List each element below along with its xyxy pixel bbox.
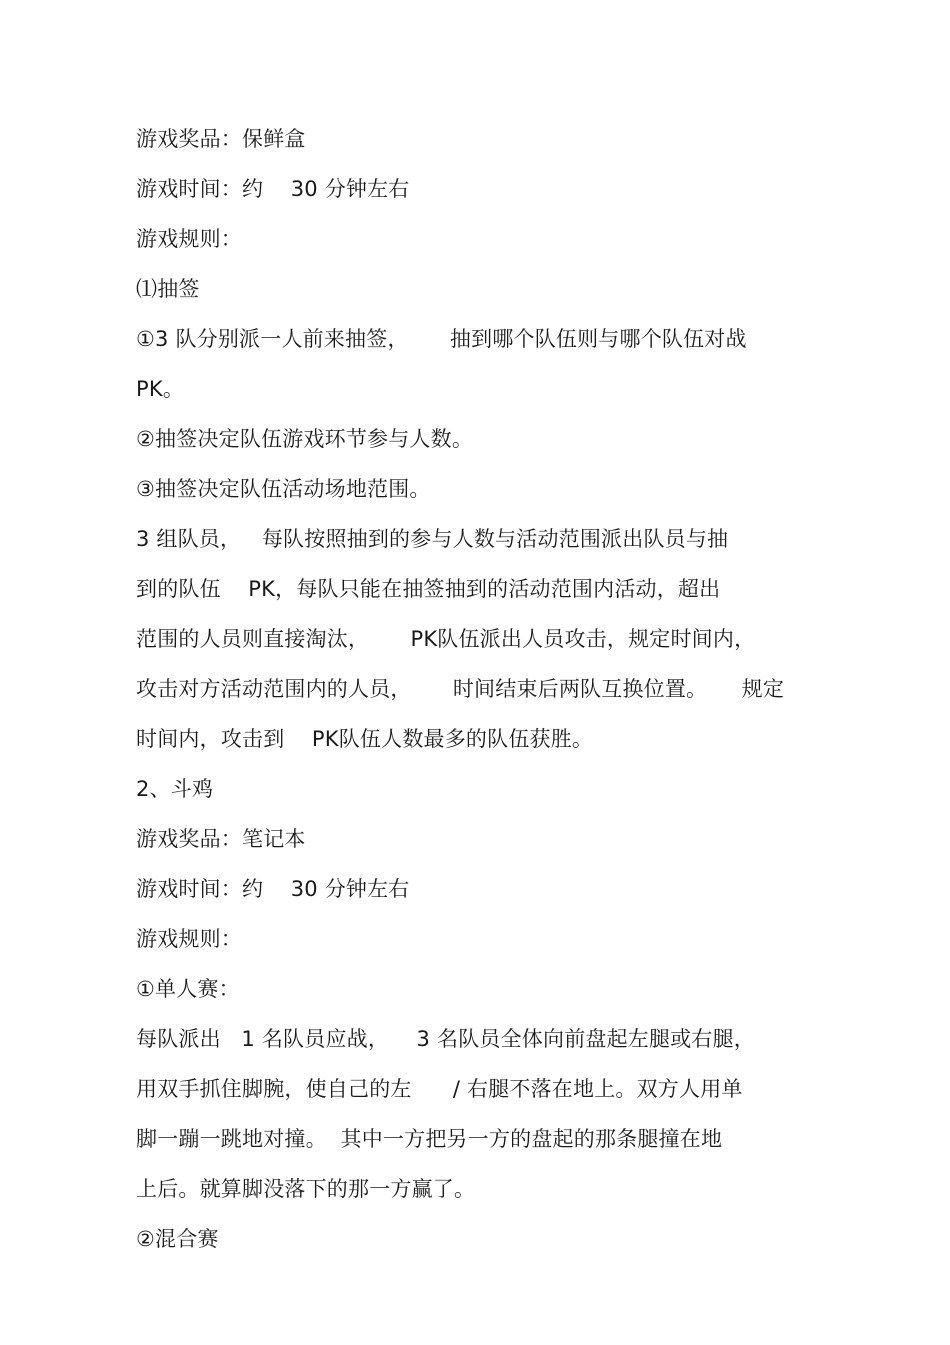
text-line-time-2: 游戏时间：约 30 分钟左右 <box>136 877 410 901</box>
text-line-paragraph-4: 攻击对方活动范围内的人员， 时间结束后两队互换位置。 规定 <box>136 677 785 701</box>
text-line-rules-heading-2: 游戏规则： <box>136 927 242 951</box>
text-line-single-match-4: 上后。就算脚没落下的那一方赢了。 <box>136 1177 476 1201</box>
text-line-section-2-heading: 2、斗鸡 <box>136 777 214 801</box>
text-line-mixed-match-heading: ②混合赛 <box>136 1227 219 1251</box>
text-line-single-match-1: 每队派出 1 名队员应战， 3 名队员全体向前盘起左腿或右腿， <box>136 1027 755 1051</box>
text-line-draw-item-1: ①3 队分别派一人前来抽签， 抽到哪个队伍则与哪个队伍对战 <box>136 327 747 351</box>
text-line-draw-item-2: ②抽签决定队伍游戏环节参与人数。 <box>136 427 474 451</box>
text-line-single-match-2: 用双手抓住脚腕，使自己的左 / 右腿不落在地上。双方人用单 <box>136 1077 743 1101</box>
text-line-draw-item-1-cont: PK。 <box>136 377 185 401</box>
text-line-paragraph-1: 3 组队员， 每队按照抽到的参与人数与活动范围派出队员与抽 <box>136 527 729 551</box>
text-line-paragraph-2: 到的队伍 PK，每队只能在抽签抽到的活动范围内活动，超出 <box>136 577 721 601</box>
text-line-prize-2: 游戏奖品：笔记本 <box>136 827 306 851</box>
text-line-single-match-3: 脚一蹦一跳地对撞。 其中一方把另一方的盘起的那条腿撞在地 <box>136 1127 723 1151</box>
text-line-single-match-heading: ①单人赛： <box>136 977 240 1001</box>
text-line-draw-heading: ⑴抽签 <box>136 277 200 301</box>
text-line-paragraph-3: 范围的人员则直接淘汰， PK队伍派出人员攻击，规定时间内， <box>136 627 756 651</box>
text-line-prize-1: 游戏奖品：保鲜盒 <box>136 127 306 151</box>
text-line-paragraph-5: 时间内，攻击到 PK队伍人数最多的队伍获胜。 <box>136 727 594 751</box>
text-line-rules-heading-1: 游戏规则： <box>136 227 242 251</box>
text-line-draw-item-3: ③抽签决定队伍活动场地范围。 <box>136 477 431 501</box>
text-line-time-1: 游戏时间：约 30 分钟左右 <box>136 177 410 201</box>
